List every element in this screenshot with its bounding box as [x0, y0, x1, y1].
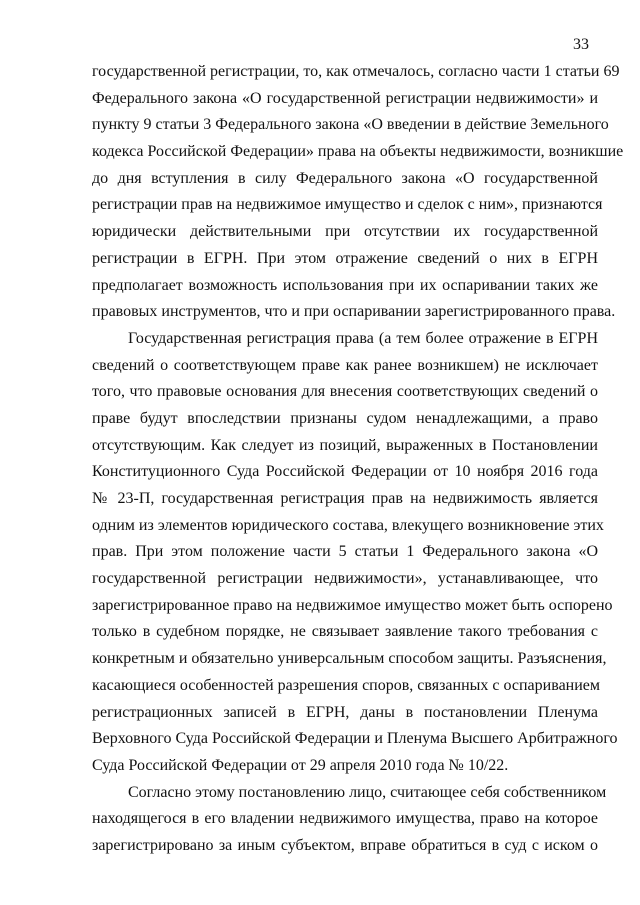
text-line: конкретным и обязательно универсальным способом защиты. Разъяснения,: [92, 650, 607, 668]
text-line: Федерального закона «О государственной регистрации недвижимости» и: [92, 89, 598, 107]
text-line: Верховного Суда Российской Федерации и Пленума Высшего Арбитражного: [92, 730, 618, 748]
text-line: зарегистрированное право на недвижимое имущество может быть оспорено: [92, 596, 613, 614]
page-number: 33: [573, 36, 589, 53]
text-line: Суда Российской Федерации от 29 апреля 2010 года № 10/22.: [92, 756, 509, 774]
text-line: регистрации прав на недвижимое имущество и сделок с ним», признаются: [92, 196, 603, 214]
text-line: правовых инструментов, что и при оспаривании зарегистрированного права.: [92, 303, 616, 321]
text-line: Согласно этому постановлению лицо, считающее себя собственником: [128, 783, 607, 801]
text-line: № 23-П, государственная регистрация прав на недвижимость является: [92, 490, 598, 507]
document-body: [92, 59, 624, 860]
text-line: Конституционного Суда Российской Федерации от 10 ноября 2016 года: [92, 463, 598, 481]
text-line: праве будут впоследствии признаны судом ненадлежащими, а право: [92, 409, 598, 427]
text-line: юридически действительными при отсутствии их государственной: [92, 223, 598, 241]
text-line: зарегистрировано за иным субъектом, вправе обратиться в суд с иском о: [92, 836, 598, 854]
text-line: государственной регистрации, то, как отмечалось, согласно части 1 статьи 69: [92, 63, 620, 80]
text-line: до дня вступления в силу Федерального закона «О государственной: [92, 169, 598, 187]
paragraph-2: [92, 326, 618, 780]
text-line: того, что правовые основания для внесения соответствующих сведений о: [92, 383, 598, 401]
paragraph-1: [92, 59, 624, 326]
text-line: прав. При этом положение части 5 статьи 1 Федерального закона «О: [92, 543, 598, 561]
paragraph-3: [92, 780, 607, 860]
text-line: только в судебном порядке, не связывает заявление такого требования с: [92, 623, 598, 641]
text-line: отсутствующим. Как следует из позиций, выраженных в Постановлении: [92, 436, 598, 454]
text-line: касающиеся особенностей разрешения споров, связанных с оспариванием: [92, 676, 601, 694]
text-line: предполагает возможность использования при их оспаривании таких же: [92, 276, 598, 294]
text-line: Государственная регистрация права (а тем более отражение в ЕГРН: [128, 329, 598, 347]
text-line: кодекса Российской Федерации» права на объекты недвижимости, возникшие: [92, 143, 624, 161]
text-line: сведений о соответствующем праве как ранее возникшем) не исключает: [92, 356, 598, 374]
text-line: регистрации в ЕГРН. При этом отражение сведений о них в ЕГРН: [92, 249, 598, 267]
text-line: одним из элементов юридического состава, влекущего возникновение этих: [92, 516, 604, 534]
text-line: государственной регистрации недвижимости», устанавливающее, что: [92, 570, 598, 588]
text-line: регистрационных записей в ЕГРН, даны в постановлении Пленума: [92, 703, 598, 721]
text-line: находящегося в его владении недвижимого имущества, право на которое: [92, 810, 598, 828]
text-line: пункту 9 статьи 3 Федерального закона «О введении в действие Земельного: [92, 116, 609, 134]
